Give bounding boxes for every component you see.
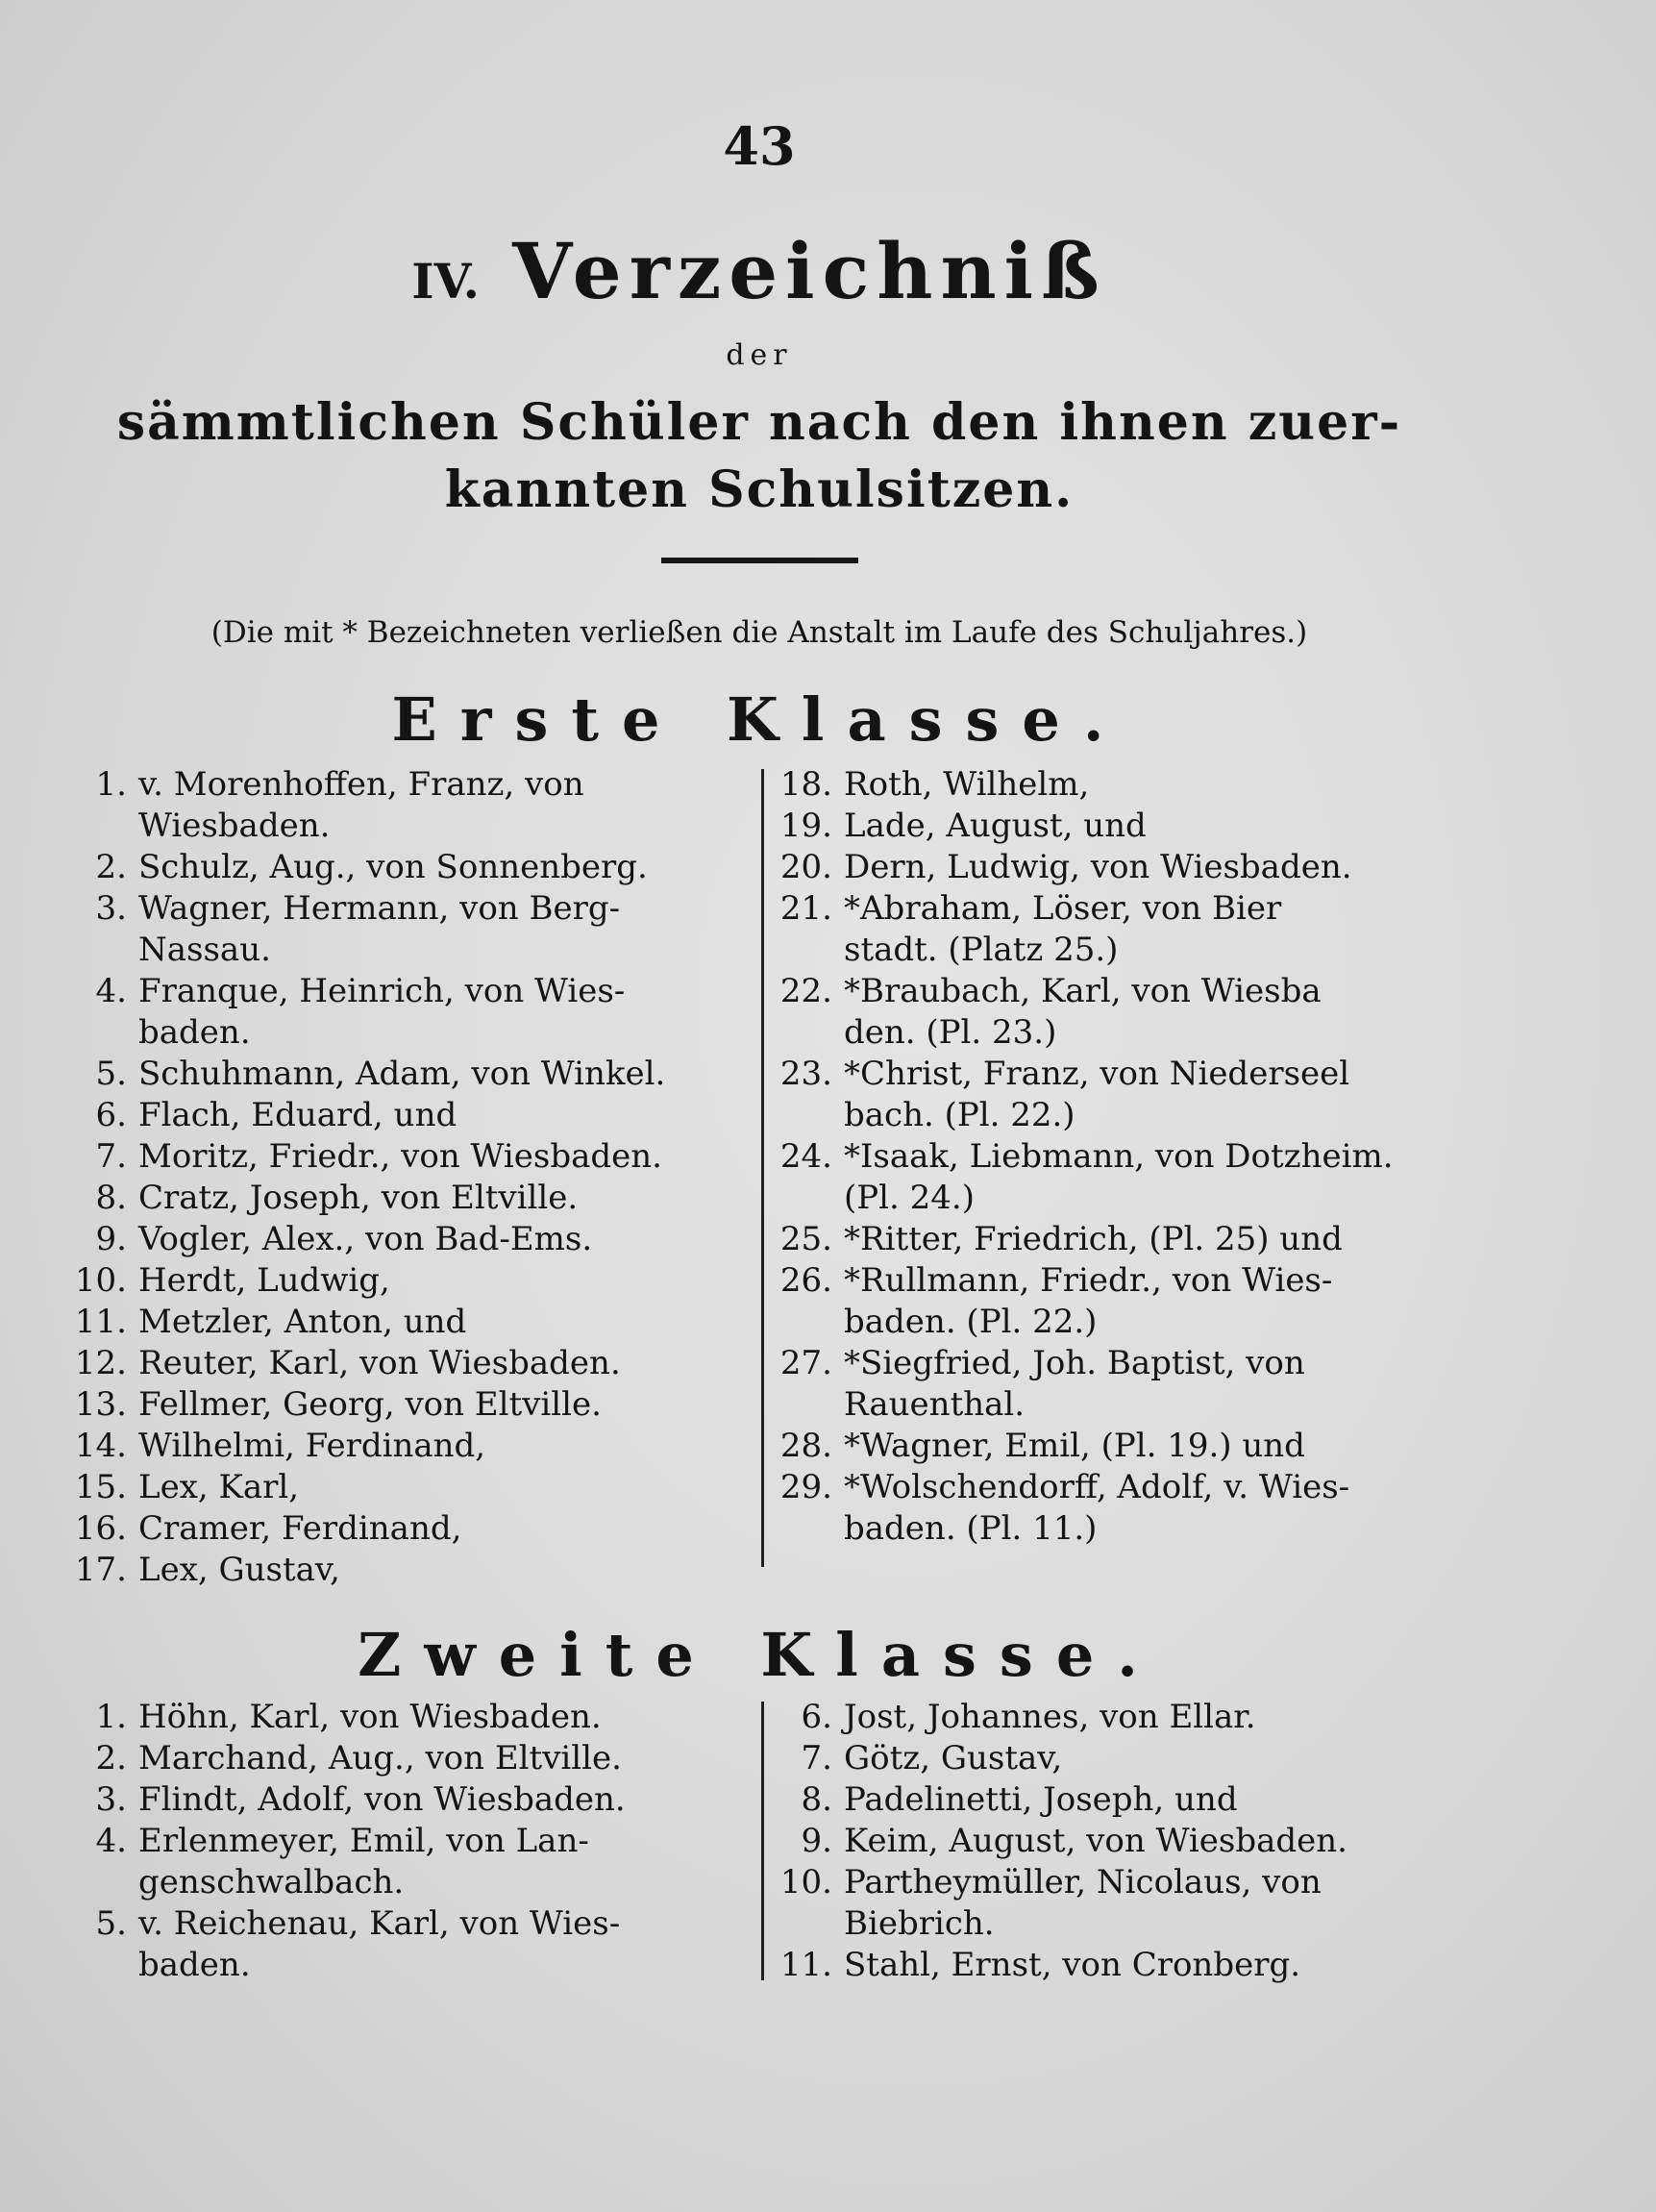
list-item (769, 806, 1461, 847)
list-item (58, 971, 757, 1054)
list-item (58, 888, 757, 971)
list-item (769, 888, 1461, 971)
list-item (769, 1945, 1461, 1986)
list-item-text: Franque, Heinrich, von Wies- baden. (138, 972, 626, 1052)
list-item-text: *Braubach, Karl, von Wiesba den. (Pl. 23.) (844, 972, 1322, 1052)
list-item (58, 1136, 757, 1178)
list-item-text: Dern, Ludwig, von Wiesbaden. (844, 848, 1352, 886)
list-item-text: Herdt, Ludwig, (138, 1261, 390, 1300)
list-item (769, 1260, 1461, 1343)
list-item-text: *Isaak, Liebmann, von Dotzheim. (Pl. 24.) (844, 1137, 1394, 1217)
list-item-text: Partheymüller, Nicolaus, von Biebrich. (844, 1863, 1322, 1943)
list-item-number: 25. (779, 1220, 832, 1258)
list-item-number: 14. (74, 1427, 127, 1465)
list-item-number: 19. (779, 807, 832, 845)
list-item (769, 1862, 1461, 1945)
list-item-number: 6. (95, 1096, 127, 1134)
column-divider (761, 769, 764, 1567)
list-item (58, 1384, 757, 1426)
list-item-text: v. Reichenau, Karl, von Wies- baden. (138, 1904, 621, 1984)
list-item-text: Lade, August, und (844, 807, 1147, 845)
list-item (58, 1821, 757, 1903)
list-item-text: Schuhmann, Adam, von Winkel. (138, 1055, 666, 1093)
list-item (58, 1054, 757, 1095)
list-item-number: 10. (74, 1261, 127, 1300)
list-item (58, 1343, 757, 1384)
list-item-number: 1. (95, 1698, 127, 1736)
list-item-number: 13. (74, 1385, 127, 1424)
list-item (58, 847, 757, 888)
list-item-number: 21. (779, 889, 832, 928)
list-item (58, 1508, 757, 1550)
list-item-number: 26. (779, 1261, 832, 1300)
list-item (769, 1426, 1461, 1467)
erste-klasse-right-column (769, 764, 1461, 1550)
list-item-number: 5. (95, 1055, 127, 1093)
list-item-number: 15. (74, 1468, 127, 1506)
list-item-text: Metzler, Anton, und (138, 1303, 467, 1341)
list-item-text: *Rullmann, Friedr., von Wies- baden. (Pl. 22.) (844, 1261, 1333, 1341)
erste-klasse-left-column (58, 764, 757, 1591)
section-title (0, 226, 1519, 316)
list-item-number: 2. (95, 848, 127, 886)
list-item (769, 1697, 1461, 1738)
title-divider (661, 558, 858, 563)
list-item-text: *Abraham, Löser, von Bier stadt. (Platz 25.) (844, 889, 1282, 969)
list-item-text: *Siegfried, Joh. Baptist, von Rauenthal. (844, 1344, 1305, 1424)
list-item (58, 1467, 757, 1508)
note-text: (Die mit * Bezeichneten verließen die Anstalt im Laufe des Schuljahres.) (210, 615, 1308, 650)
list-item-number: 27. (779, 1344, 832, 1382)
list-item (769, 847, 1461, 888)
list-item (769, 1136, 1461, 1219)
list-item-number: 17. (74, 1551, 127, 1589)
list-item-text: Flach, Eduard, und (138, 1096, 457, 1134)
list-item (769, 1738, 1461, 1779)
list-item (58, 1095, 757, 1136)
list-item-text: Fellmer, Georg, von Eltville. (138, 1385, 602, 1424)
list-item (769, 1343, 1461, 1426)
list-item (769, 1821, 1461, 1862)
list-item-text: Cratz, Joseph, von Eltville. (138, 1179, 579, 1217)
list-item-number: 18. (779, 765, 832, 804)
list-item (58, 1697, 757, 1738)
list-item-text: Erlenmeyer, Emil, von Lan- genschwalbach. (138, 1822, 589, 1901)
list-item (58, 1219, 757, 1260)
list-item-number: 12. (74, 1344, 127, 1382)
list-item-text: Reuter, Karl, von Wiesbaden. (138, 1344, 621, 1382)
list-item (58, 1738, 757, 1779)
list-item-number: 9. (95, 1220, 127, 1258)
list-item (769, 1219, 1461, 1260)
list-item (769, 764, 1461, 806)
list-item (58, 1550, 757, 1591)
list-item-text: Roth, Wilhelm, (844, 765, 1090, 804)
section-subtitle: sämmtlichen Schüler nach den ihnen zuer- kannten Schulsitzen. (116, 393, 1402, 519)
list-item-number: 23. (779, 1055, 832, 1093)
list-item-text: Wilhelmi, Ferdinand, (138, 1427, 486, 1465)
list-item-number: 7. (95, 1137, 127, 1176)
list-item (769, 1467, 1461, 1550)
list-item-number: 9. (801, 1822, 832, 1860)
list-item-number: 20. (779, 848, 832, 886)
list-item-number: 29. (779, 1468, 832, 1506)
list-item (58, 1903, 757, 1986)
list-item-number: 2. (95, 1739, 127, 1777)
section-title-text: Verzeichniß (512, 226, 1107, 316)
list-item-number: 1. (95, 765, 127, 804)
list-item-number: 3. (95, 1780, 127, 1819)
list-item-text: Keim, August, von Wiesbaden. (844, 1822, 1347, 1860)
list-item-text: Wagner, Hermann, von Berg- Nassau. (138, 889, 621, 969)
zweite-klasse-right-column (769, 1697, 1461, 1986)
zweite-klasse-heading: Zweite Klasse. (358, 1620, 1161, 1690)
list-item-number: 22. (779, 972, 832, 1010)
list-item-text: Jost, Johannes, von Ellar. (844, 1698, 1256, 1736)
list-item (58, 1260, 757, 1302)
list-item-number: 3. (95, 889, 127, 928)
list-item-text: Schulz, Aug., von Sonnenberg. (138, 848, 648, 886)
list-item-number: 4. (95, 972, 127, 1010)
list-item-number: 28. (779, 1427, 832, 1465)
list-item (769, 1054, 1461, 1136)
list-item-text: Stahl, Ernst, von Cronberg. (844, 1946, 1301, 1984)
list-item-text: Padelinetti, Joseph, und (844, 1780, 1238, 1819)
list-item (58, 1178, 757, 1219)
list-item-text: Lex, Gustav, (138, 1551, 340, 1589)
list-item-text: *Wagner, Emil, (Pl. 19.) und (844, 1427, 1305, 1465)
list-item-number: 24. (779, 1137, 832, 1176)
list-item-text: Lex, Karl, (138, 1468, 300, 1506)
erste-klasse-heading: Erste Klasse. (391, 684, 1127, 755)
list-item (769, 1779, 1461, 1821)
list-item (58, 1779, 757, 1821)
list-item-text: *Wolschendorff, Adolf, v. Wies- baden. (Pl. 11.) (844, 1468, 1350, 1548)
list-item-text: Vogler, Alex., von Bad-Ems. (138, 1220, 593, 1258)
list-item-text: Götz, Gustav, (844, 1739, 1063, 1777)
list-item-text: Flindt, Adolf, von Wiesbaden. (138, 1780, 626, 1819)
page-number: 43 (723, 115, 796, 177)
list-item-text: Marchand, Aug., von Eltville. (138, 1739, 622, 1777)
list-item-number: 8. (95, 1179, 127, 1217)
list-item (58, 764, 757, 847)
column-divider (761, 1702, 764, 1980)
list-item-text: Höhn, Karl, von Wiesbaden. (138, 1698, 602, 1736)
list-item-number: 8. (801, 1780, 832, 1819)
list-item-number: 10. (779, 1863, 832, 1901)
list-item-number: 16. (74, 1509, 127, 1548)
list-item-text: *Ritter, Friedrich, (Pl. 25) und (844, 1220, 1343, 1258)
list-item-number: 6. (801, 1698, 832, 1736)
list-item-text: v. Morenhoffen, Franz, von Wiesbaden. (138, 765, 584, 845)
list-item-text: *Christ, Franz, von Niederseel bach. (Pl. 22.) (844, 1055, 1350, 1134)
title-der: der (726, 338, 793, 372)
list-item (58, 1426, 757, 1467)
list-item (58, 1302, 757, 1343)
zweite-klasse-left-column (58, 1697, 757, 1986)
list-item-number: 11. (74, 1303, 127, 1341)
list-item-number: 4. (95, 1822, 127, 1860)
list-item-number: 11. (779, 1946, 832, 1984)
list-item-number: 7. (801, 1739, 832, 1777)
list-item-text: Moritz, Friedr., von Wiesbaden. (138, 1137, 662, 1176)
section-roman-numeral: IV. (411, 253, 481, 310)
list-item (769, 971, 1461, 1054)
list-item-number: 5. (95, 1904, 127, 1943)
list-item-text: Cramer, Ferdinand, (138, 1509, 462, 1548)
